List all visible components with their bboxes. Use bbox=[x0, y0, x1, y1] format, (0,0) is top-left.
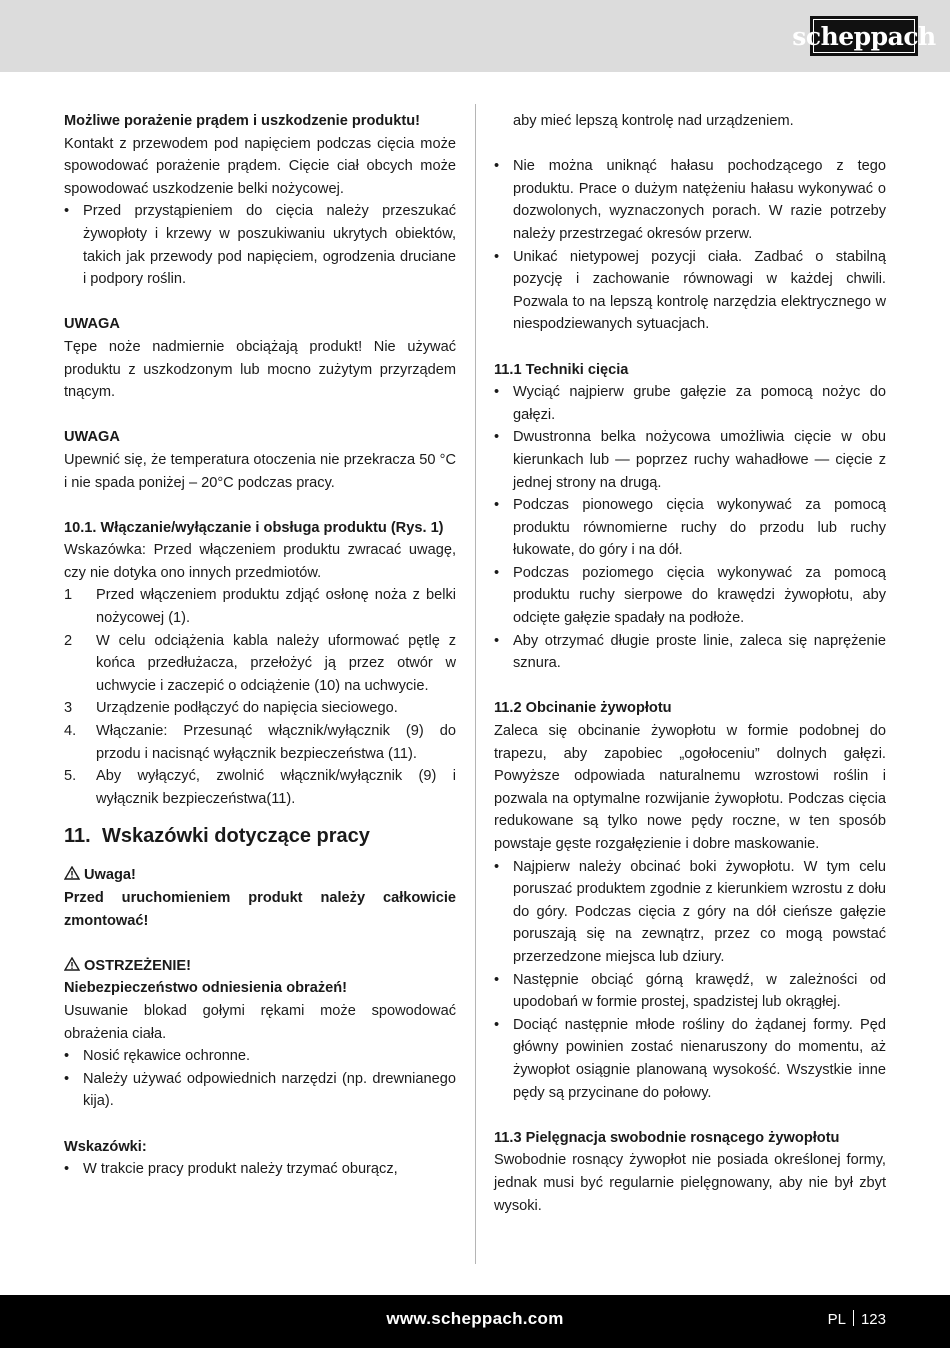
list-item: • Należy używać odpowiednich narzędzi (np. drewnianego kija). bbox=[64, 1068, 456, 1113]
step-number: 4. bbox=[64, 723, 77, 740]
warning-bullet-list bbox=[64, 1045, 456, 1113]
list-item bbox=[64, 630, 456, 698]
step-number: 3 bbox=[64, 700, 73, 717]
hedge-cutting-list bbox=[494, 856, 886, 1105]
tips-label: Wskazówki: bbox=[64, 1138, 147, 1155]
list-item: • Unikać nietypowej pozycji ciała. Zadbać o stabilną pozycję i zachowanie równowagi w każdej chwili. Pozwala to na lepszą kontrolę narzędzia elektrycznego w niespodziewanych sytuacjach. bbox=[494, 246, 886, 336]
step-number: 1 bbox=[64, 587, 73, 604]
language-code: PL bbox=[827, 1311, 846, 1328]
footer-bar bbox=[0, 1295, 950, 1348]
step-text: Aby wyłączyć, zwolnić włącznik/wyłącznik (9) i wyłącznik bezpieczeństwa(11). bbox=[96, 768, 456, 807]
step-text: W celu odciążenia kabla należy uformować pętlę z końca przedłużacza, przełożyć ją przez otwór w uchwycie i zaczepić o odciążenie (10) na uchwycie. bbox=[96, 632, 456, 694]
uwaga-label: UWAGA bbox=[64, 316, 120, 333]
uwaga-text: Tępe noże nadmiernie obciążają produkt! Nie używać produktu z uszkodzonym lub mocno zużytym przyrządem tnącym. bbox=[64, 338, 456, 401]
hazard-text: Kontakt z przewodem pod napięciem podczas cięcia może spowodować porażenie prądem. Cięcie ciał obcych może spowodować uszkodzenie belki nożycowej. bbox=[64, 135, 456, 197]
list-item bbox=[64, 584, 456, 629]
uwaga-label: UWAGA bbox=[64, 429, 120, 446]
hazard-bullet-list bbox=[64, 200, 456, 290]
brand-logo: scheppach bbox=[810, 16, 918, 56]
attention-text: Przed uruchomieniem produkt należy całkowicie zmontować! bbox=[64, 890, 456, 929]
list-item bbox=[64, 697, 456, 720]
list-item: • Wyciąć najpierw grube gałęzie za pomocą nożyc do gałęzi. bbox=[494, 381, 886, 426]
page-number-value: 123 bbox=[860, 1311, 886, 1328]
section-10-1-note: Wskazówka: Przed włączeniem produktu zwracać uwagę, czy nie dotyka ono innych przedmiotów. bbox=[64, 542, 456, 581]
footer-url[interactable]: www.scheppach.com bbox=[386, 1309, 564, 1328]
warning-label: OSTRZEŻENIE! bbox=[64, 955, 456, 978]
cutting-techniques-list bbox=[494, 381, 886, 675]
step-text: Włączanie: Przesunąć włącznik/wyłącznik (9) do przodu i nacisnąć wyłącznik bezpieczeństwa (11). bbox=[96, 723, 456, 762]
list-item: • Dwustronna belka nożycowa umożliwia cięcie w obu kierunkach lub — poprzez ruchy wahadłowe — cięcie z jednej strony na drugą. bbox=[494, 426, 886, 494]
step-text: Przed włączeniem produktu zdjąć osłonę noża z belki nożycowej (1). bbox=[96, 587, 456, 627]
list-item: • Przed przystąpieniem do cięcia należy przeszukać żywopłoty i krzewy w poszukiwaniu ukrytych obiektów, takich jak przewody pod napięciem, ogrodzenia druciane i podpory roślin. bbox=[64, 200, 456, 290]
section-10-1-heading: 10.1. Włączanie/wyłączanie i obsługa produktu (Rys. 1) bbox=[64, 519, 444, 536]
list-item: • Aby otrzymać długie proste linie, zaleca się naprężenie sznura. bbox=[494, 630, 886, 675]
section-11-1-heading: 11.1 Techniki cięcia bbox=[494, 361, 629, 378]
step-number: 5. bbox=[64, 768, 77, 785]
uwaga-text: Upewnić się, że temperatura otoczenia nie przekracza 50 °C i nie spada poniżej – 20°C podczas pracy. bbox=[64, 451, 456, 491]
list-item: • Następnie obciąć górną krawędź, w zależności od upodobań w formie prostej, spadzistej lub okrągłej. bbox=[494, 969, 886, 1014]
list-item bbox=[64, 765, 456, 810]
step-text: Urządzenie podłączyć do napięcia sieciowego. bbox=[96, 700, 398, 717]
list-item: • Dociąć następnie młode rośliny do żądanej formy. Pęd główny powinien zostać nienaruszony do momentu, aż żywopłot osiągnie planowaną wysokość. Wszystkie inne pędy są przycinane do połowy. bbox=[494, 1014, 886, 1104]
tips-continuation: aby mieć lepszą kontrolę nad urządzeniem. bbox=[513, 113, 794, 129]
tips-bullet-list bbox=[64, 1158, 456, 1181]
hazard-heading: Możliwe porażenie prądem i uszkodzenie produktu! bbox=[64, 113, 420, 129]
section-11-heading bbox=[64, 822, 456, 850]
attention-label: Uwaga! bbox=[64, 864, 456, 887]
list-item: • Nie można uniknąć hałasu pochodzącego z tego produktu. Prace o dużym natężeniu hałasu wykonywać o dozwolonych, wyznaczonych porach. W razie potrzeby należy przestrzegać okresów przerw. bbox=[494, 155, 886, 245]
list-item bbox=[64, 720, 456, 765]
list-item: • Podczas poziomego cięcia wykonywać za pomocą produktu ruchy sierpowe do krawędzi żywopłotu, aby odcięte gałęzie spadały na podłoże. bbox=[494, 562, 886, 630]
section-11-3-heading: 11.3 Pielęgnacja swobodnie rosnącego żywopłotu bbox=[494, 1129, 840, 1146]
column-divider bbox=[475, 104, 476, 1264]
left-column bbox=[64, 110, 456, 1181]
tips-bullet-list bbox=[494, 155, 886, 336]
list-item: • Podczas pionowego cięcia wykonywać za pomocą produktu równomierne ruchy do przodu lub ruchy łukowate, do góry i na dół. bbox=[494, 494, 886, 562]
section-number: 11. bbox=[64, 825, 91, 848]
warning-text: Usuwanie blokad gołymi rękami może spowodować obrażenia ciała. bbox=[64, 1002, 456, 1042]
warning-triangle-icon bbox=[64, 866, 80, 880]
section-11-3-text: Swobodnie rosnący żywopłot nie posiada określonej formy, jednak musi być regularnie pielęgnowany, aby nie był zbyt wysoki. bbox=[494, 1152, 886, 1214]
list-item: • W trakcie pracy produkt należy trzymać oburącz, bbox=[64, 1158, 456, 1181]
right-column bbox=[494, 110, 886, 1217]
page-number bbox=[828, 1310, 886, 1328]
section-title: Wskazówki dotyczące pracy bbox=[102, 825, 370, 848]
warning-triangle-icon bbox=[64, 957, 80, 971]
steps-list bbox=[64, 584, 456, 810]
step-number: 2 bbox=[64, 632, 73, 649]
section-11-2-heading: 11.2 Obcinanie żywopłotu bbox=[494, 700, 672, 717]
warning-heading: Niebezpieczeństwo odniesienia obrażeń! bbox=[64, 980, 348, 997]
list-item: • Najpierw należy obcinać boki żywopłotu. W tym celu poruszać produktem zgodnie z kierunkiem wzrostu z dołu do góry. Podczas cięcia z góry na dół cieńsze gałęzie poruszają się na zewnątrz, przez co mogą powstać przerzedzone miejsca lub dziury. bbox=[494, 856, 886, 969]
list-item: • Nosić rękawice ochronne. bbox=[64, 1045, 456, 1068]
section-11-2-text: Zaleca się obcinanie żywopłotu w formie podobnej do trapezu, aby zapobiec „ogołoceniu” dolnych gałęzi. Powyższe odpowiada naturalnemu wzrostowi roślin i pozwala na optymalne rozwijanie żywopłotu. Podczas cięcia redukowane są tylko nowe pędy roczne, w ten sposób powstaje gęste rozgałęzienie i dobre maskowanie. bbox=[494, 723, 886, 852]
